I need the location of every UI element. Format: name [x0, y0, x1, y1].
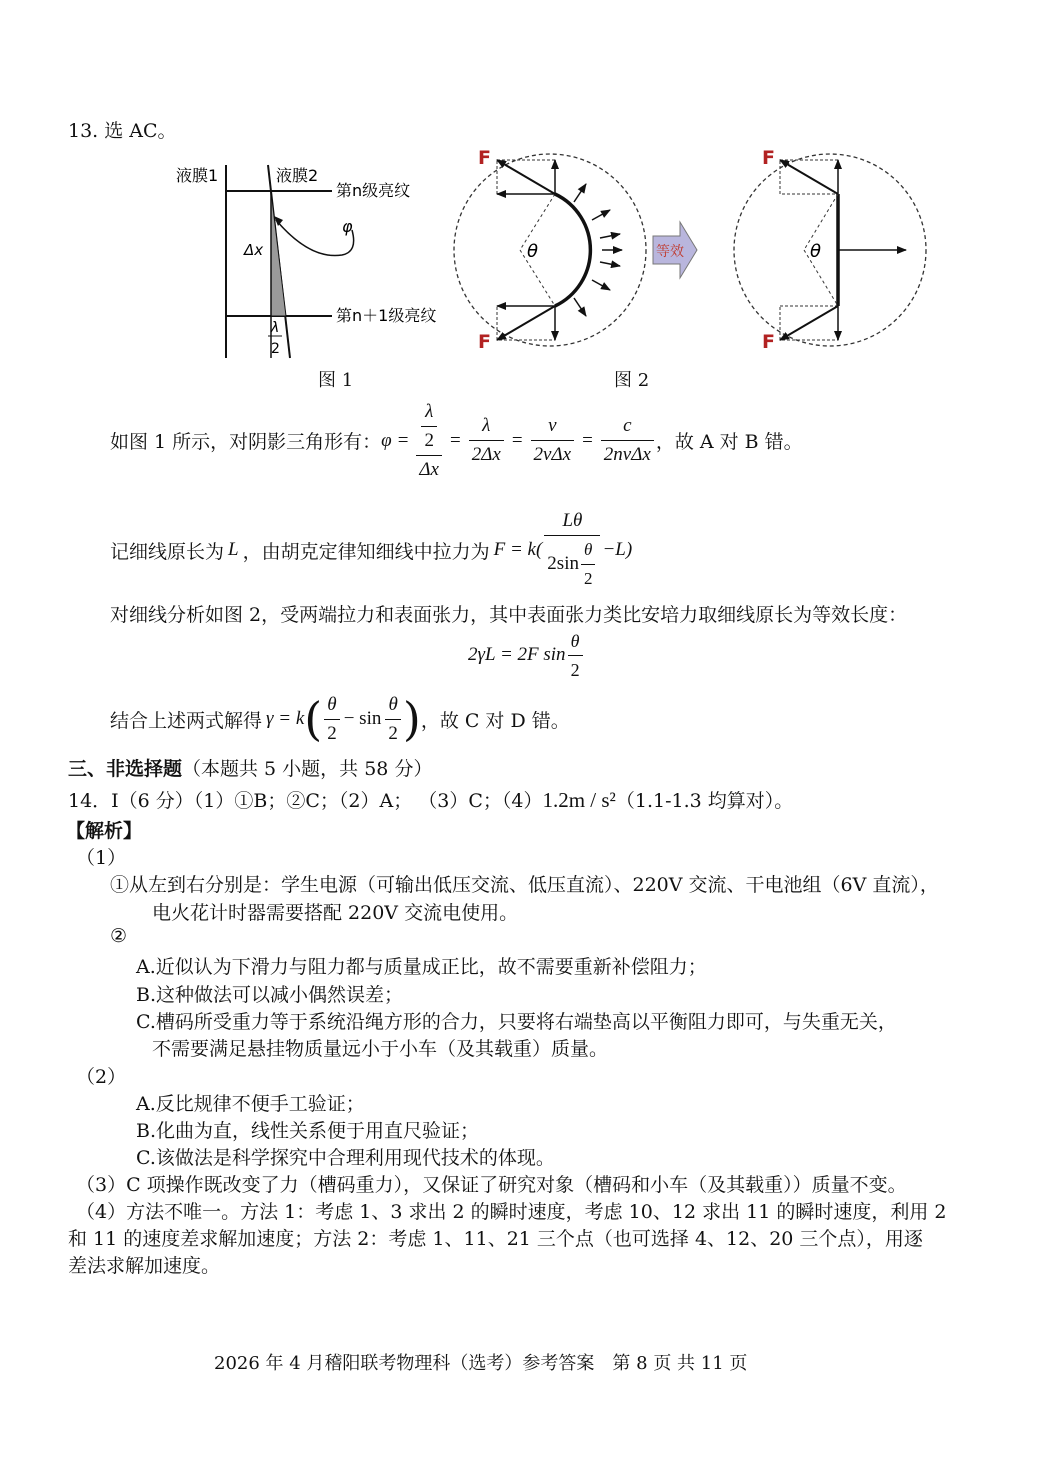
F-label-top-right: F [762, 147, 775, 169]
frac-lambda-half-over-dx: $\frac{\frac{\lambda}{2}}{\Delta x}$ [416, 398, 442, 484]
q14-answer [68, 786, 793, 813]
phi-symbol: φ [381, 429, 392, 451]
fig2-caption: 图 2 [614, 370, 650, 391]
line2-mid: ，由胡克定律知细线中拉力为 [242, 540, 490, 563]
minus-sin: − sin [343, 708, 382, 729]
frac-theta-half: $\frac{\theta}{2}$ [568, 627, 583, 684]
part3-text: （3）C 项操作既改变了力（槽码重力），又保证了研究对象（槽码和小车（及其载重））质量不变。 [76, 1174, 907, 1196]
gamma-eq-k: γ = k [266, 708, 305, 729]
fig1-lambda-label: λ [271, 320, 280, 336]
part4-line2: 和 11 的速度差求解加速度；方法 2：考虑 1、11、21 三个点（也可选择 4、12、20 三个点），用逐 [68, 1228, 923, 1250]
force-arrow-bottom-left [497, 306, 555, 340]
q13-title: 13. 选 AC。 [68, 120, 177, 142]
part1-b-C-line1: C.槽码所受重力等于系统沿绳方形的合力，只要将右端垫高以平衡阻力即可，与失重无关， [136, 1011, 897, 1033]
part1-label: （1） [76, 847, 127, 869]
part4-line3: 差法求解加速度。 [68, 1255, 221, 1277]
theta-label-left: θ [527, 241, 539, 262]
q14-answer-prefix: 14．Ⅰ（6 分）（1）①B；②C；（2）A； （3）C；（4） [68, 790, 543, 812]
equation-gamma [110, 688, 570, 750]
left-paren: ( [304, 692, 323, 746]
part1-b-A: A.近似认为下滑力与阻力都与质量成正比，故不需要重新补偿阻力； [136, 956, 707, 978]
q14-answer-value: 1.2m / s² [542, 788, 616, 812]
part2-A: A.反比规律不便手工验证； [136, 1093, 365, 1115]
equation-tension [468, 625, 585, 685]
frac-v-over-2vdx: $\frac{v}{\text{2vΔx}}$ [531, 412, 575, 469]
frac-c-over-2nvdx: $\frac{c}{\text{2nvΔx}}$ [601, 412, 654, 469]
fig1-film2-label: 液膜2 [276, 166, 319, 185]
frac-theta-over-2-b: $\frac{\theta}{2}$ [385, 691, 401, 748]
line5-suffix: ，故 C 对 D 错。 [420, 709, 570, 732]
line2-prefix: 记细线原长为 [110, 540, 225, 563]
part2-C: C.该做法是科学探究中合理利用现代技术的体现。 [136, 1147, 555, 1169]
part4-line1: （4）方法不唯一。方法 1：考虑 1、3 求出 2 的瞬时速度，考虑 10、12 求出 11 的瞬时速度，利用 2 [76, 1201, 947, 1223]
line1-suffix: ，故 A 对 B 错。 [655, 431, 803, 453]
force-arrow-top-right [780, 160, 838, 194]
eq-sign: = [397, 429, 409, 451]
frac-lambda-over-2dx: $\frac{\lambda}{2\Delta x}$ [469, 412, 504, 469]
part2-B: B.化曲为直，线性关系便于用直尺验证； [136, 1120, 480, 1142]
section3-heading [68, 754, 432, 781]
thread-arc [555, 194, 590, 306]
section3-title: 三、非选择题 [68, 758, 183, 780]
eq2-left: 2γL = 2F sin [468, 644, 566, 665]
fig1-dx-label: Δx [244, 241, 264, 259]
part1-b-C-line2: 不需要满足悬挂物质量远小于小车（及其载重）质量。 [152, 1038, 609, 1060]
figure-1 [170, 150, 460, 390]
section3-note: （本题共 5 小题，共 58 分） [182, 758, 433, 780]
fig1-phi-label: φ [342, 217, 353, 236]
theta-label-right: θ [810, 241, 822, 262]
figure-2 [440, 140, 930, 360]
equation-phi: 如图 1 所示，对阴影三角形有： φ = $\frac{\frac{\lambda}{2}}{\Delta x}$ = $\frac{\lambda}{2\Delta x}$ = $\frac{v}{\text{2vΔx}}$ = $\frac{c}{\text{2nvΔx}}$ ，故 A 对 B 错。 [110, 393, 803, 488]
F-label-bottom-left: F [478, 331, 491, 353]
fig1-fringe-n-label: 第n级亮纹 [336, 181, 411, 200]
equivalent-label: 等效 [656, 244, 684, 260]
frac-Ltheta-over-2sin: Lθ 2sin $\frac{\theta}{2}$ [544, 507, 600, 593]
force-arrow-top-left [497, 160, 555, 194]
line5-prefix: 结合上述两式解得 [110, 709, 263, 732]
page-footer: 2026 年 4 月稽阳联考物理科（选考）参考答案 第 8 页 共 11 页 [214, 1353, 748, 1374]
shaded-triangle [271, 191, 286, 316]
minus-L: −L) [602, 539, 633, 560]
frac-theta-over-2: $\frac{\theta}{2}$ [324, 691, 340, 748]
equation-hooke [110, 505, 632, 595]
part1-b-B: B.这种做法可以减小偶然误差； [136, 984, 404, 1006]
part2-label: （2） [76, 1066, 127, 1088]
part1-a-line2: 电火花计时器需要搭配 220V 交流电使用。 [152, 902, 519, 924]
line3-text: 对细线分析如图 2，受两端拉力和表面张力，其中表面张力类比安培力取细线原长为等效长度： [110, 604, 908, 626]
right-paren: ) [402, 692, 421, 746]
analysis-title: 【解析】 [66, 820, 143, 842]
part1-b-label: ② [110, 925, 128, 947]
fig1-film1-label: 液膜1 [176, 166, 219, 185]
line1-prefix: 如图 1 所示，对阴影三角形有： [110, 431, 382, 453]
fig1-two-label: 2 [271, 341, 280, 357]
force-arrow-bottom-right [780, 306, 838, 340]
q14-answer-suffix: （1.1-1.3 均算对）。 [615, 790, 794, 812]
F-eq-k: F = k( [493, 539, 543, 560]
F-label-bottom-right: F [762, 331, 775, 353]
fig1-fringe-n1-label: 第n＋1级亮纹 [336, 306, 437, 325]
L-symbol: L [228, 539, 239, 560]
fig1-caption: 图 1 [318, 370, 354, 391]
part1-a-line1: ①从左到右分别是：学生电源（可输出低压交流、低压直流）、220V 交流、干电池组（6V 直流）， [110, 874, 939, 896]
F-label-top-left: F [478, 147, 491, 169]
